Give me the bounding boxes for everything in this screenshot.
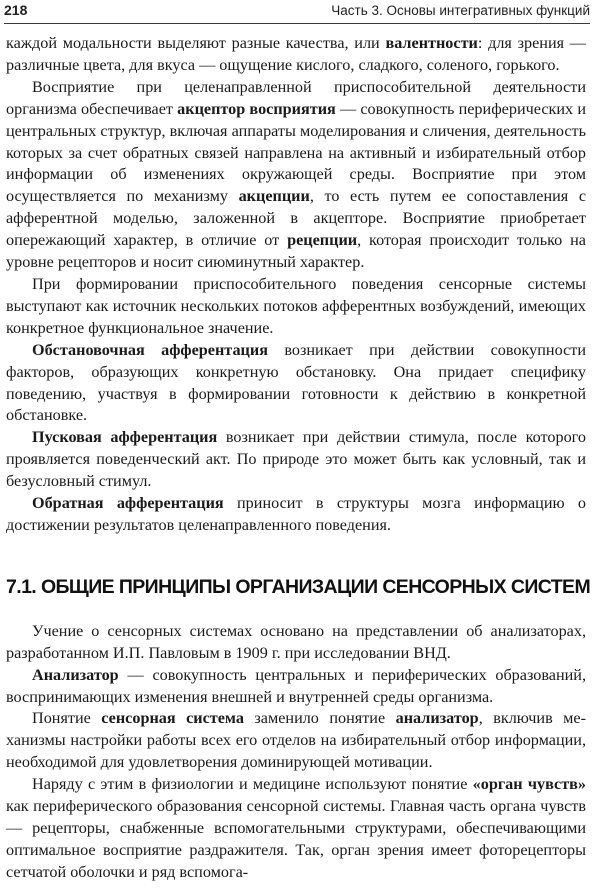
text-run: , включив механизмы настройки работы всех его отделов на избирательный отбор информации, необходимой для удовлетворения доминирующей мотивации. bbox=[6, 709, 586, 772]
text-run: — совокупность периферических и центральных структур, включая аппараты моделирования и сличения, деятельность которых за счет обратных связей направлена на активный и избирательный отбор информации об изменениях окружающей среды. Восприятие при этом осуществляется по механизму bbox=[6, 99, 586, 206]
bold-term: «орган чувств» bbox=[472, 775, 586, 794]
bold-term: акцептор восприятия bbox=[177, 99, 336, 118]
paragraph bbox=[6, 774, 586, 884]
text-run: как периферического образования сенсорной системы. Главная часть органа чувств — рецепторы, снабженные вспомогательными структурами, обеспечивающими оптимальное восприятие раздражителя. Так, орган зрения имеет фоторецепторы сетчатой оболочки и ряд вспомога- bbox=[6, 797, 586, 881]
running-title: Часть 3. Основы интегративных функций bbox=[331, 3, 590, 18]
bold-term: Обратная афферентация bbox=[32, 494, 224, 513]
bold-term: Обстановочная афферентация bbox=[32, 340, 268, 359]
text-run: Учение о сенсорных системах основано на представлении об анализаторах, разработанном И.П. Павловым в 1909 г. при исследовании ВНД. bbox=[6, 621, 586, 662]
page-number: 218 bbox=[4, 2, 28, 18]
bold-term: анализатор bbox=[395, 709, 479, 728]
text-run: заменило понятие bbox=[243, 709, 396, 728]
bold-term: рецепции bbox=[287, 231, 358, 250]
bold-term: валентности bbox=[385, 34, 478, 52]
text-run: каждой модальности выделяют разные качества, или bbox=[6, 34, 386, 52]
paragraph bbox=[6, 33, 586, 77]
text-run: Понятие bbox=[32, 709, 102, 728]
bold-term: Пусковая афферентация bbox=[32, 428, 218, 447]
running-header bbox=[4, 2, 590, 24]
paragraph bbox=[6, 427, 586, 493]
text-run: Восприятие при целенаправленной приспособительной деятельности организма обеспечивает bbox=[6, 77, 586, 118]
paragraph bbox=[6, 493, 586, 537]
paragraph bbox=[6, 340, 586, 428]
bold-term: Анализатор bbox=[32, 665, 119, 684]
section-heading: 7.1. ОБЩИЕ ПРИНЦИПЫ ОРГАНИЗАЦИИ СЕНСОРНЫХ СИСТЕМ bbox=[6, 575, 591, 598]
bold-term: сенсорная система bbox=[101, 709, 244, 728]
text-run: , которая происходит только на уровне рецепторов и носит сиюминутный характер. bbox=[6, 231, 586, 272]
text-run: возникает при действии совокупности факторов, образующих конкретную обстановку. Она придает специфику поведению, участвуя в формировании готовности к действию в конкретной обстановке. bbox=[6, 340, 586, 425]
text-run: Наряду с этим в физиологии и медицине используют понятие bbox=[32, 775, 473, 794]
page-body bbox=[6, 33, 591, 884]
paragraph bbox=[6, 621, 586, 665]
paragraph bbox=[6, 77, 586, 274]
text-run: , то есть путем ее сопоставления с афферентной моделью, заложенной в акцепторе. Восприятие приобретает опережающий характер, в отличие от bbox=[6, 187, 586, 250]
paragraph bbox=[6, 665, 586, 709]
paragraph bbox=[6, 274, 586, 340]
bold-term: акцепции bbox=[238, 187, 310, 206]
text-run: возникает при действии стимула, после которого проявляется поведенческий акт. По природе это может быть как условный, так и безусловный стимул. bbox=[6, 428, 586, 491]
text-run: : для зрения — различные цвета, для вкуса — ощущение кислого, сладкого, соленого, горького. bbox=[6, 34, 586, 74]
paragraph bbox=[6, 708, 586, 774]
text-run: приносит в структуры мозга информацию о достижении результатов целенаправленного поведения. bbox=[6, 494, 587, 534]
text-run: При формировании приспособительного поведения сенсорные системы выступают как источник нескольких потоков афферентных возбуждений, имеющих конкретное функциональное значение. bbox=[6, 274, 586, 337]
text-run: — совокупность центральных и периферических образований, воспринимающих изменения внешней и внутренней среды организма. bbox=[6, 665, 586, 706]
